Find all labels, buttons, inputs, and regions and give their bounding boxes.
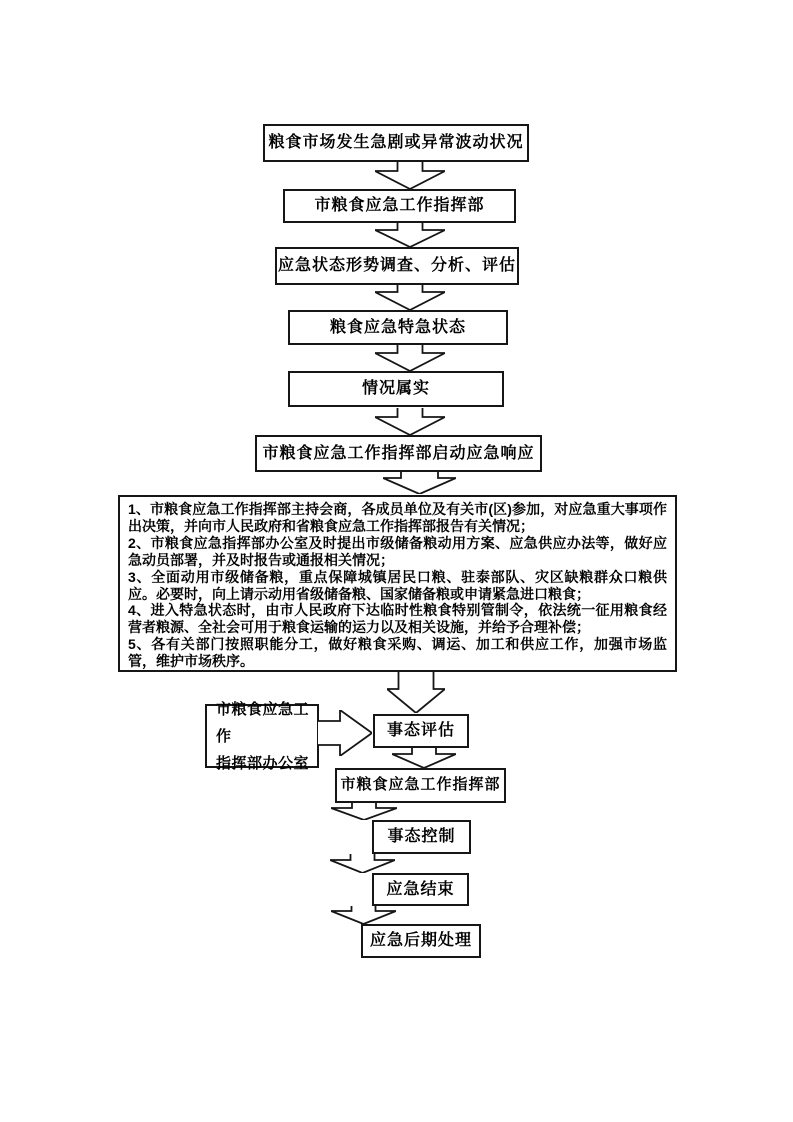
down-arrow-icon [375, 223, 445, 247]
flow-node-situation-confirmed: 情况属实 [288, 371, 504, 407]
flow-node-assessment: 事态评估 [373, 714, 469, 748]
office-label-line2: 指挥部办公室 [216, 754, 310, 772]
down-arrow-icon [375, 162, 445, 189]
down-arrow-icon [330, 854, 395, 873]
down-arrow-icon [387, 672, 445, 713]
measure-item: 5、各有关部门按照职能分工，做好粮食采购、调运、加工和供应工作，加强市场监管，维护市场秩序。 [128, 636, 667, 670]
flow-node-activate-response: 市粮食应急工作指挥部启动应急响应 [255, 435, 542, 472]
measure-item: 1、市粮食应急工作指挥部主持会商，各成员单位及有关市(区)参加，对应急重大事项作出决策，并向市人民政府和省粮食应急工作指挥部报告有关情况； [128, 501, 667, 534]
office-label-line1: 市粮食应急工作 [216, 700, 310, 745]
down-arrow-icon [331, 803, 397, 820]
flow-node-situation-control: 事态控制 [372, 820, 471, 854]
down-arrow-icon [375, 285, 445, 310]
flow-node-command-center: 市粮食应急工作指挥部 [283, 189, 516, 223]
measure-item: 2、市粮食应急指挥部办公室及时提出市级储备粮动用方案、应急供应办法等，做好应急动员部署，并及时报告或通报相关情况； [128, 534, 667, 568]
flow-node-post-processing: 应急后期处理 [361, 924, 481, 958]
right-arrow-icon [318, 710, 372, 756]
flow-node-emergency-state: 粮食应急特急状态 [288, 310, 508, 345]
down-arrow-icon [375, 345, 445, 371]
flow-node-measures-list [118, 495, 677, 672]
flow-node-command-center-2: 市粮食应急工作指挥部 [335, 768, 506, 803]
flow-node-response-end: 应急结束 [372, 873, 469, 906]
flow-node-market-fluctuation: 粮食市场发生急剧或异常波动状况 [263, 124, 529, 162]
down-arrow-icon [375, 408, 445, 435]
down-arrow-icon [331, 906, 396, 924]
flow-node-investigation: 应急状态形势调查、分析、评估 [275, 247, 519, 285]
flow-node-command-office [205, 700, 319, 772]
measure-item: 3、全面动用市级储备粮，重点保障城镇居民口粮、驻泰部队、灾区缺粮群众口粮供应。必要时，向上请示动用省级储备粮、国家储备粮或申请紧急进口粮食； [128, 568, 667, 602]
down-arrow-icon [383, 472, 456, 494]
down-arrow-icon [392, 748, 456, 768]
measure-item: 4、进入特急状态时，由市人民政府下达临时性粮食特别管制令，依法统一征用粮食经营者粮源、全社会可用于粮食运输的运力以及相关设施，并给予合理补偿； [128, 602, 667, 636]
